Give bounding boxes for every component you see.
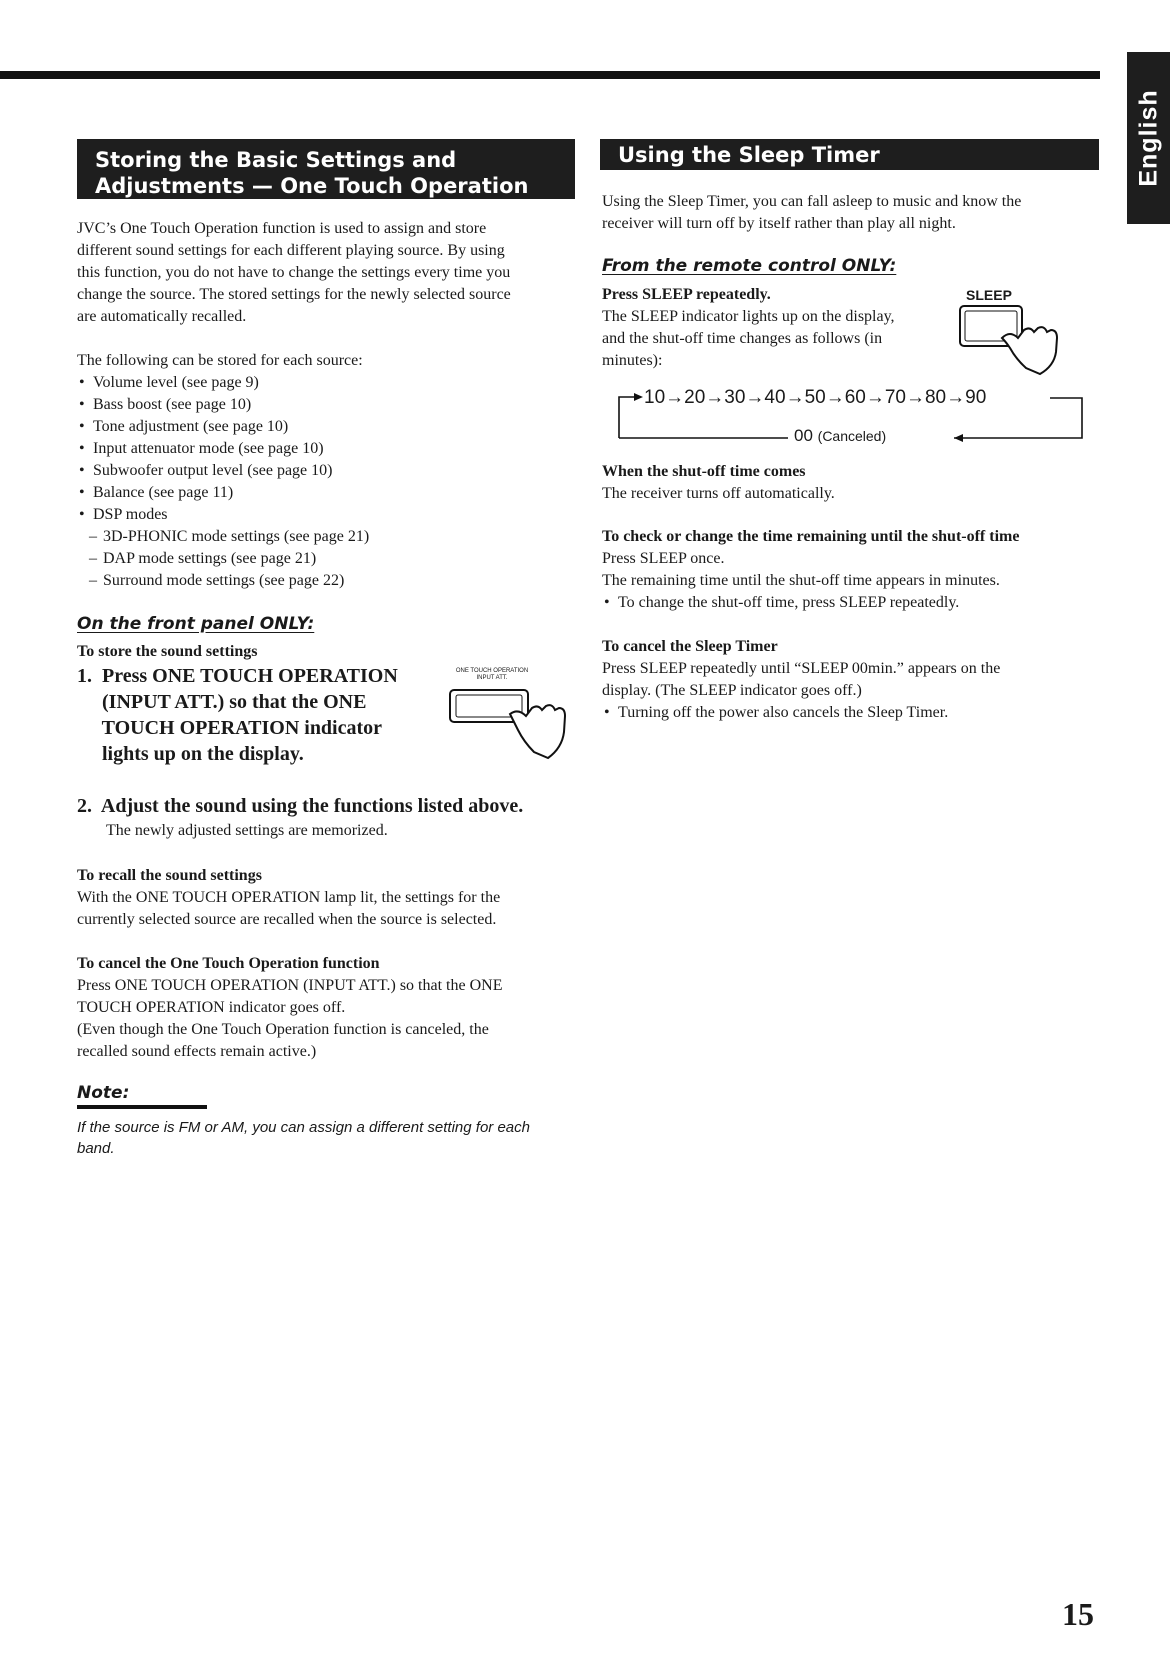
store-heading: To store the sound settings [77,643,258,660]
list-item: • Balance (see page 11) [77,482,577,504]
cancel-one-touch-section: To cancel the One Touch Operation function Press ONE TOUCH OPERATION (INPUT ATT.) so that the ONE TOUCH OPERATION indicator goes off. (Even though the One Touch Operation function is canceled, the recalled sound effects remain active.) [77,955,503,1060]
sequence-value: 10 [644,387,666,408]
sequence-value: 90 [965,387,987,408]
list-subitem: – Surround mode settings (see page 22) [77,570,577,592]
one-touch-button-label: ONE TOUCH OPERATION INPUT ATT. [455,668,529,681]
sequence-value: 30 [724,387,746,408]
recall-section: To recall the sound settings With the ONE TOUCH OPERATION lamp lit, the settings for the currently selected source are recalled when the source is selected. [77,867,501,928]
sleep-button-label: SLEEP [966,287,1012,303]
note-rule [77,1105,207,1109]
arrow-icon: → [665,387,685,408]
sequence-value: 70 [884,387,906,408]
arrow-icon: → [705,387,725,408]
arrow-icon: → [946,387,966,408]
sequence-value: 50 [804,387,826,408]
press-sleep-section: Press SLEEP repeatedly. The SLEEP indicator lights up on the display, and the shut-off time changes as follows (in minutes): [602,286,895,369]
sleep-button-illustration [958,304,1078,378]
arrow-icon: → [865,387,885,408]
check-remaining-section: To check or change the time remaining until the shut-off time Press SLEEP once. The remaining time until the shut-off time appears in minutes. • To change the shut-off time, press SLEEP repeatedly. [602,526,1122,614]
front-panel-heading: On the front panel ONLY: [77,614,315,634]
arrow-icon: → [905,387,925,408]
shutoff-section: When the shut-off time comes The receiver turns off automatically. [602,463,835,502]
cancel-sleep-section: To cancel the Sleep Timer Press SLEEP repeatedly until “SLEEP 00min.” appears on the display. (The SLEEP indicator goes off.) • Turning off the power also cancels the Sleep Timer. [602,636,1102,724]
one-touch-button-illustration [448,686,588,766]
sequence-value: 40 [764,387,786,408]
sleep-intro: Using the Sleep Timer, you can fall asleep to music and know the receiver will turn off by itself rather than play all night. [602,193,1022,232]
list-subitem: – 3D-PHONIC mode settings (see page 21) [77,526,577,548]
list-item: • Input attenuator mode (see page 10) [77,438,577,460]
sleep-timer-heading: Using the Sleep Timer [600,139,1099,170]
one-touch-heading: Storing the Basic Settings and Adjustments — One Touch Operation [77,139,575,199]
arrow-icon: → [745,387,765,408]
list-item: • Bass boost (see page 10) [77,394,577,416]
language-tab: English [1127,52,1170,224]
list-item: • Turning off the power also cancels the Sleep Timer. [602,702,1102,724]
arrow-icon: → [785,387,805,408]
list-item: • To change the shut-off time, press SLEEP repeatedly. [602,592,1122,614]
page-number: 15 [1062,1596,1094,1632]
list-item: • Subwoofer output level (see page 10) [77,460,577,482]
note-title: Note: [77,1083,130,1103]
step-1: 1. Press ONE TOUCH OPERATION (INPUT ATT.) so that the ONE TOUCH OPERATION indicator lights up on the display. [77,665,398,765]
sequence-value: 60 [844,387,866,408]
sleep-sequence [644,387,986,409]
one-touch-intro: JVC’s One Touch Operation function is used to assign and store different sound settings for each different playing source. By using this function, you do not have to change the settings every time you change the source. The stored settings for the newly selected source are automatically recalled. [77,220,511,325]
list-subitem: – DAP mode settings (see page 21) [77,548,577,570]
top-rule [0,71,1100,79]
list-item: • Tone adjustment (see page 10) [77,416,577,438]
list-item: • DSP modes [77,504,577,526]
sequence-value: 20 [684,387,706,408]
sleep-sequence-cancel: 00 (Canceled) [794,426,887,445]
remote-heading: From the remote control ONLY: [602,256,897,276]
step-2: 2. Adjust the sound using the functions listed above. [77,795,524,817]
step-2-detail: The newly adjusted settings are memorized. [106,822,388,839]
arrow-icon: → [825,387,845,408]
note-block: Note: If the source is FM or AM, you can assign a different setting for each band. [77,1083,597,1159]
list-item: • Volume level (see page 9) [77,372,577,394]
storable-settings-list: The following can be stored for each source: • Volume level (see page 9) • Bass boost (see page 10) • Tone adjustment (see page 10) • Input attenuator mode (see page 10) • Subwoofer output level (see page 10) • Balance (see page 11) • DSP modes – 3D-PHONIC mode settings (see page 21) – DAP mode settings (see page 21) – Surround mode settings (see page 22) [77,350,577,592]
sequence-value: 80 [924,387,947,408]
